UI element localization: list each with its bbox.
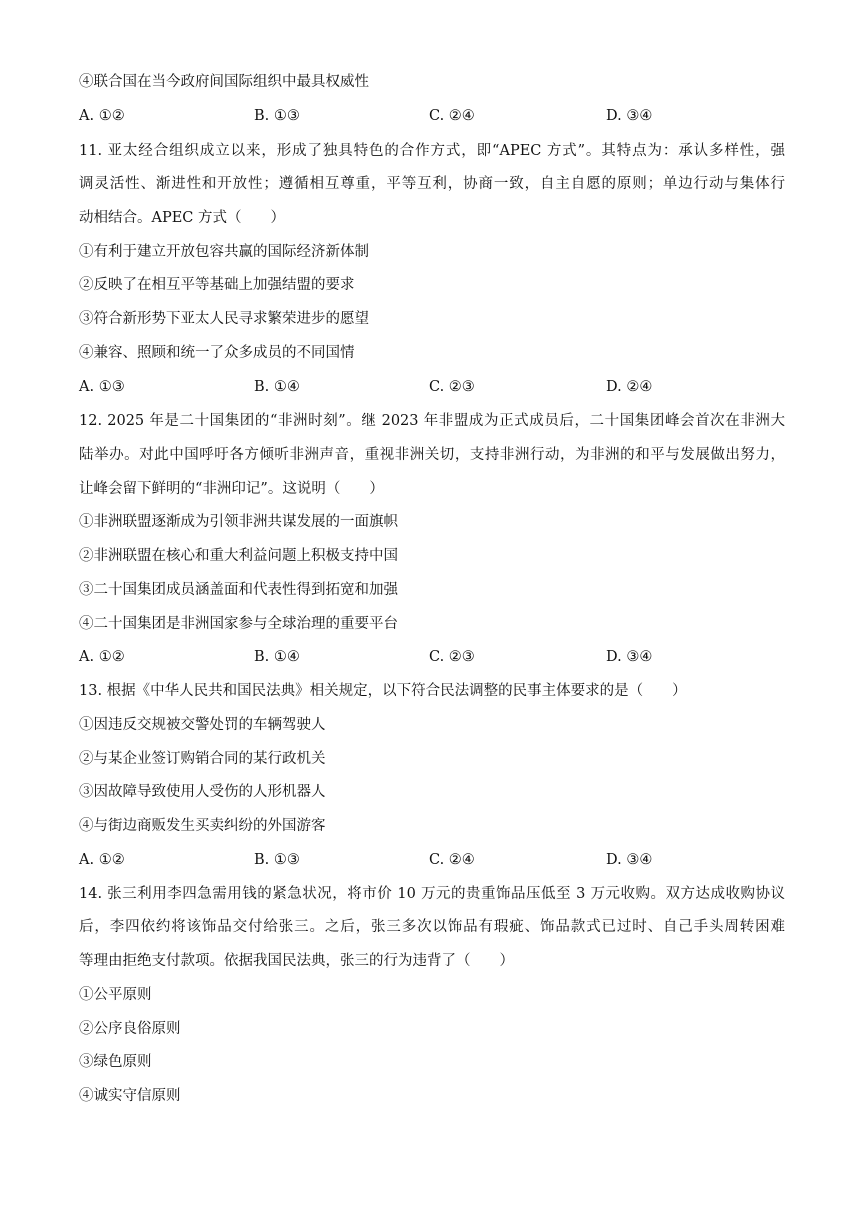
- q11-item-3: ③符合新形势下亚太人民寻求繁荣进步的愿望: [79, 311, 369, 327]
- q12-stem-line-1: 12. 2025 年是二十国集团的“非洲时刻”。继 2023 年非盟成为正式成员后，二十国集团峰会首次在非洲大: [79, 413, 785, 429]
- q11-stem-line-1: 11. 亚太经合组织成立以来，形成了独具特色的合作方式，即“APEC 方式”。其特点为：承认多样性，强: [79, 143, 785, 159]
- q11-item-2: ②反映了在相互平等基础上加强结盟的要求: [79, 277, 355, 293]
- q14-item-4: ④诚实守信原则: [79, 1088, 181, 1104]
- q12-item-3: ③二十国集团成员涵盖面和代表性得到拓宽和加强: [79, 582, 398, 598]
- q11-option-d: D. ②④: [606, 379, 653, 395]
- q13-stem-line-1: 13. 根据《中华人民共和国民法典》相关规定，以下符合民法调整的民事主体要求的是（ ）: [79, 683, 687, 699]
- q11-stem-line-3: 动相结合。APEC 方式（ ）: [79, 210, 286, 226]
- q10-option-d: D. ③④: [606, 108, 653, 124]
- q11-item-4: ④兼容、照顾和统一了众多成员的不同国情: [79, 345, 355, 361]
- q12-option-d: D. ③④: [606, 649, 653, 665]
- q13-item-1: ①因违反交规被交警处罚的车辆驾驶人: [79, 717, 326, 733]
- q12-stem-line-3: 让峰会留下鲜明的“非洲印记”。这说明（ ）: [79, 481, 384, 497]
- q11-option-a: A. ①③: [79, 379, 125, 395]
- q10-option-a: A. ①②: [79, 108, 125, 124]
- q12-item-2: ②非洲联盟在核心和重大利益问题上积极支持中国: [79, 548, 398, 564]
- q11-item-1: ①有利于建立开放包容共赢的国际经济新体制: [79, 244, 369, 260]
- q13-option-d: D. ③④: [606, 852, 653, 868]
- q12-stem-line-2: 陆举办。对此中国呼吁各方倾听非洲声音，重视非洲关切，支持非洲行动，为非洲的和平与发展做出努力，: [79, 447, 785, 463]
- q12-item-4: ④二十国集团是非洲国家参与全球治理的重要平台: [79, 616, 398, 632]
- q10-item-4: ④联合国在当今政府间国际组织中最具权威性: [79, 74, 369, 90]
- q11-stem-line-2: 调灵活性、渐进性和开放性；遵循相互尊重，平等互利，协商一致，自主自愿的原则；单边行动与集体行: [79, 176, 785, 192]
- q12-item-1: ①非洲联盟逐渐成为引领非洲共谋发展的一面旗帜: [79, 514, 398, 530]
- q13-item-2: ②与某企业签订购销合同的某行政机关: [79, 751, 326, 767]
- q12-option-c: C. ②③: [429, 649, 475, 665]
- q14-stem-line-1: 14. 张三利用李四急需用钱的紧急状况，将市价 10 万元的贵重饰品压低至 3 万元收购。双方达成收购协议: [79, 886, 785, 902]
- q13-option-c: C. ②④: [429, 852, 475, 868]
- q13-item-3: ③因故障导致使用人受伤的人形机器人: [79, 784, 326, 800]
- q14-stem-line-2: 后，李四依约将该饰品交付给张三。之后，张三多次以饰品有瑕疵、饰品款式已过时、自己手头周转困难: [79, 919, 785, 935]
- q11-option-b: B. ①④: [254, 379, 300, 395]
- q13-option-b: B. ①③: [254, 852, 300, 868]
- q11-option-c: C. ②③: [429, 379, 475, 395]
- q14-item-1: ①公平原则: [79, 987, 152, 1003]
- q14-item-3: ③绿色原则: [79, 1054, 152, 1070]
- q13-option-a: A. ①②: [79, 852, 125, 868]
- q14-item-2: ②公序良俗原则: [79, 1021, 181, 1037]
- q14-stem-line-3: 等理由拒绝支付款项。依据我国民法典，张三的行为违背了（ ）: [79, 953, 514, 969]
- q12-option-a: A. ①②: [79, 649, 125, 665]
- q12-option-b: B. ①④: [254, 649, 300, 665]
- q10-option-b: B. ①③: [254, 108, 300, 124]
- q10-option-c: C. ②④: [429, 108, 475, 124]
- q13-item-4: ④与街边商贩发生买卖纠纷的外国游客: [79, 818, 326, 834]
